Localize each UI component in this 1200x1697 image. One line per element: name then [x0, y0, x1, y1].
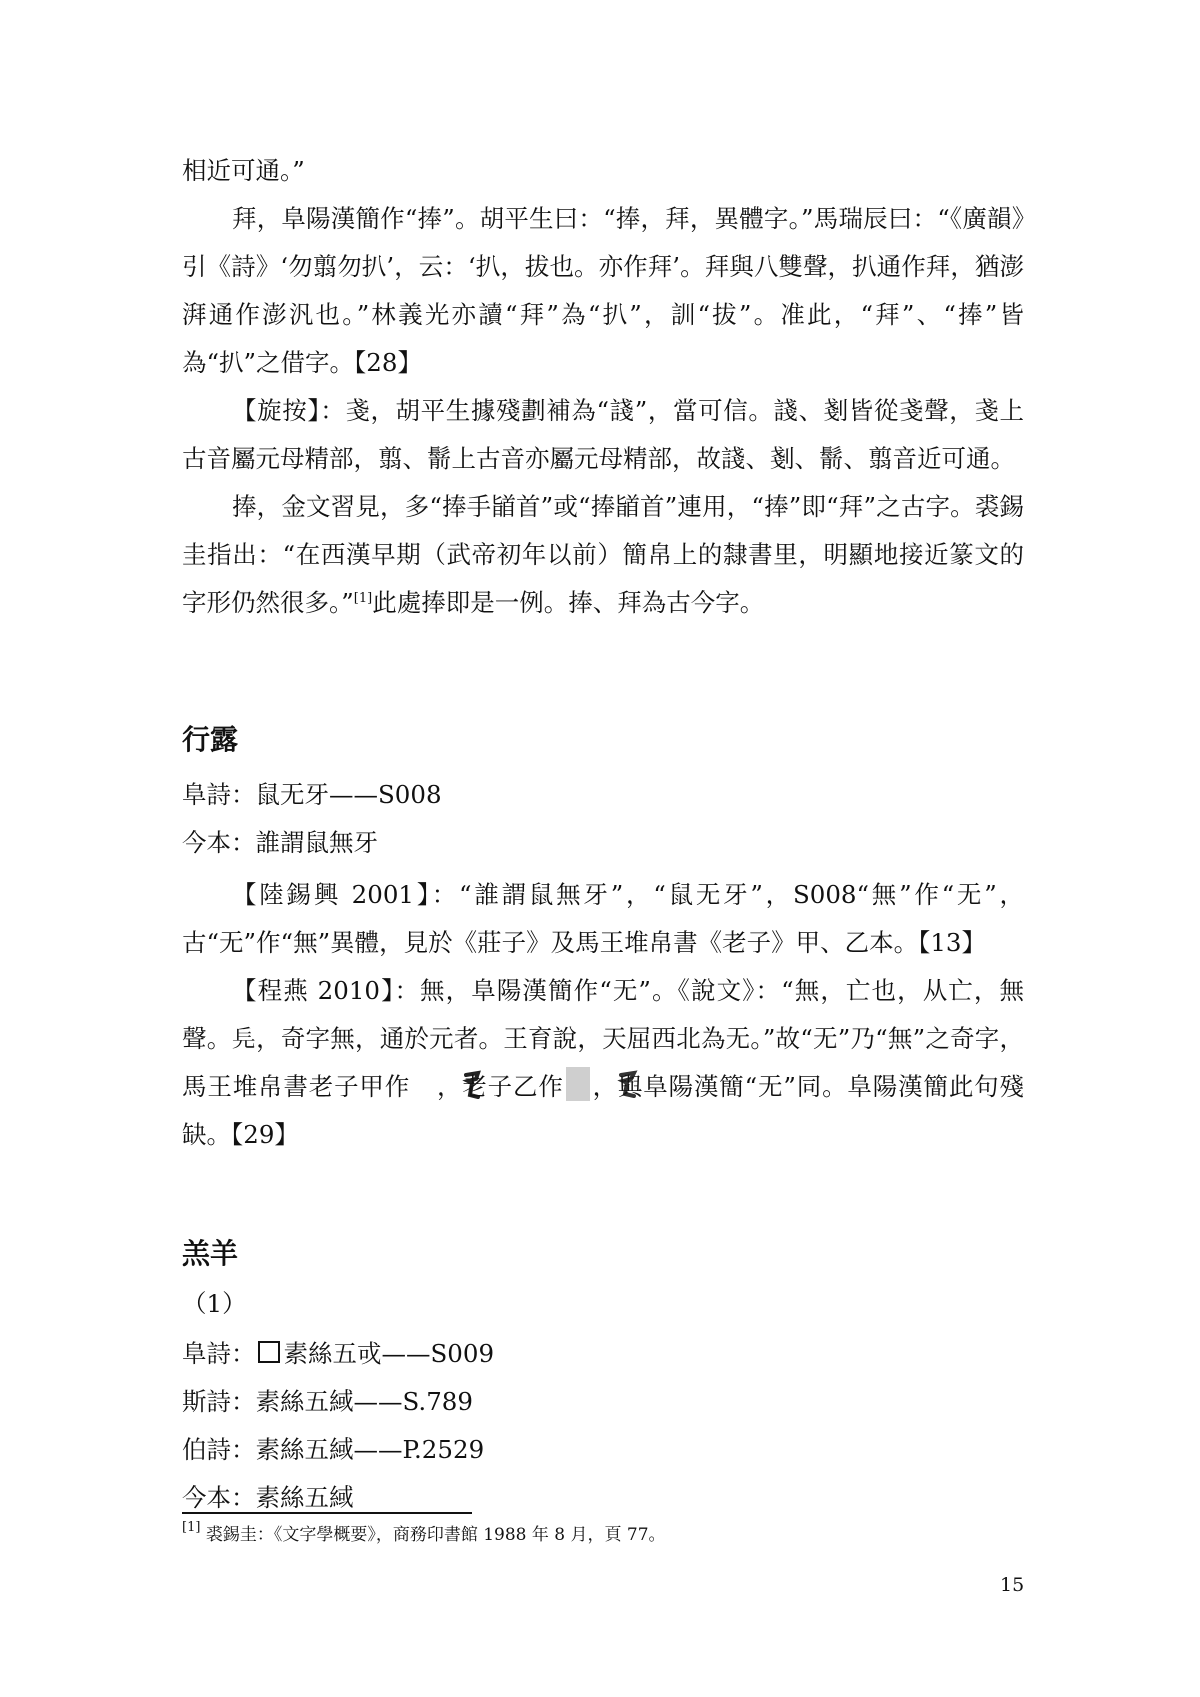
paragraph-cheng-text-b: ，老子乙作 [436, 1072, 564, 1101]
line-boshi: 伯詩：素絲五緎——P.2529 [182, 1435, 485, 1464]
paragraph-1: 相近可通。” [182, 156, 305, 185]
line-number: （1） [182, 1289, 247, 1318]
line-jinben-2: 今本：素絲五緎 [182, 1483, 354, 1512]
line-jinben: 今本：誰謂鼠無牙 [182, 828, 378, 857]
page-number: 15 [1000, 1574, 1025, 1596]
silk-glyph-jia-image [412, 1069, 434, 1101]
line-fushi-2-text: 素絲五戓——S009 [283, 1339, 495, 1368]
section-title-xinglu: 行露 [182, 723, 239, 756]
paragraph-cheng [182, 967, 1024, 1159]
footnote-text: 裘錫圭：《文字學概要》，商務印書館 1988 年 8 月，頁 77。 [205, 1525, 666, 1545]
footnote [182, 1520, 666, 1550]
footnote-marker: [1] [182, 1520, 201, 1535]
line-fushi-2-prefix: 阜詩： [182, 1339, 256, 1368]
line-fushi: 阜詩：鼠无牙——S008 [182, 780, 442, 809]
silk-glyph-yi-image [566, 1067, 590, 1101]
missing-char-box [258, 1341, 280, 1363]
paragraph-cheng-text-a: 【程燕 2010】：無，阜陽漢簡作“无”。《說文》：“無，亡也，从亡，無聲。𠑿，奇字無，通於元者。王育說，天屈西北為无。”故“无”乃“無”之奇字，馬王堆帛書老子甲作 [182, 976, 1024, 1101]
footnote-divider [182, 1512, 472, 1514]
paragraph-cheng-text-c: ，與阜陽漢簡“无”同。阜陽漢簡此句殘缺。【29】 [182, 1072, 1025, 1149]
paragraph-4-text-b: 此處捧即是一例。捧、拜為古今字。 [372, 588, 765, 617]
paragraph-lu: 【陸錫興 2001】：“誰謂鼠無牙”，“鼠无牙”，S008“無”作“无”，古“无”作“無”異體，見於《莊子》及馬王堆帛書《老子》甲、乙本。【13】 [182, 880, 1024, 957]
paragraph-4-text-a: 捧，金文習見，多“捧手䭫首”或“捧䭫首”連用，“捧”即“拜”之古字。裘錫圭指出：“在西漢早期（武帝初年以前）簡帛上的隸書里，明顯地接近篆文的字形仍然很多。” [182, 492, 1024, 617]
paragraph-3: 【旋按】：戔，胡平生據殘劃補為“諓”，當可信。諓、剗皆從戔聲，戔上古音屬元母精部，翦、鬋上古音亦屬元母精部，故諓、剗、鬋、翦音近可通。 [182, 396, 1024, 473]
footnote-ref: [1] [353, 591, 373, 606]
section-title-gaoyang: 羔羊 [182, 1237, 239, 1270]
paragraph-2: 拜，阜陽漢簡作“捧”。胡平生曰：“捧，拜，異體字。”馬瑞辰曰：“《廣韻》引《詩》‘勿翦勿扒’，云：‘扒，拔也。亦作拜’。拜與八雙聲，扒通作拜，猶澎湃通作澎汎也。”林義光亦讀“拜”為“扒”，訓“拔”。准此，“拜”、“捧”皆為“扒”之借字。【28】 [182, 204, 1024, 377]
line-fushi-2 [182, 1332, 494, 1376]
paragraph-4 [182, 483, 1024, 627]
line-sishi: 斯詩：素絲五緎——S.789 [182, 1387, 473, 1416]
